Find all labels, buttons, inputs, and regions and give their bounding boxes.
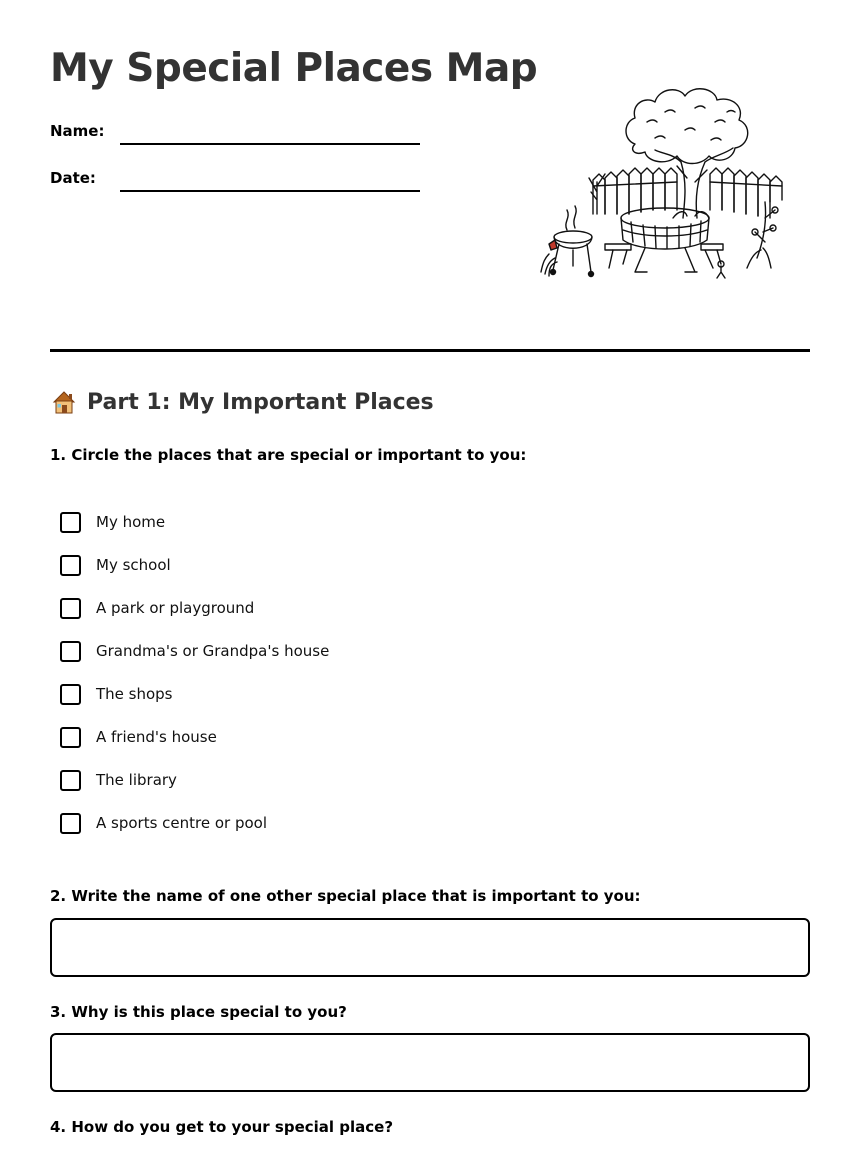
list-item	[60, 768, 560, 811]
section-divider	[50, 349, 810, 352]
checkbox[interactable]	[60, 813, 81, 834]
part1-heading-text: Part 1: My Important Places	[87, 389, 434, 415]
places-checklist	[60, 510, 560, 854]
picnic-table	[605, 208, 723, 272]
place-label: The library	[96, 771, 177, 789]
checkbox[interactable]	[60, 727, 81, 748]
checkbox[interactable]	[60, 512, 81, 533]
date-line[interactable]	[120, 190, 420, 192]
list-item	[60, 639, 560, 682]
checkbox[interactable]	[60, 598, 81, 619]
name-label: Name:	[50, 122, 105, 140]
page-title: My Special Places Map	[50, 46, 538, 91]
list-item	[60, 682, 560, 725]
tree	[626, 89, 748, 218]
grill	[549, 206, 594, 277]
list-item	[60, 553, 560, 596]
place-label: A park or playground	[96, 599, 255, 617]
checkbox[interactable]	[60, 684, 81, 705]
name-line[interactable]	[120, 143, 420, 145]
part1-heading	[50, 388, 434, 416]
list-item	[60, 510, 560, 553]
place-label: A sports centre or pool	[96, 814, 268, 832]
list-item	[60, 725, 560, 768]
list-item	[60, 596, 560, 639]
fence	[593, 168, 782, 218]
date-label: Date:	[50, 169, 96, 187]
checkbox[interactable]	[60, 555, 81, 576]
place-label: My home	[96, 513, 166, 531]
why-special-answer-box[interactable]	[50, 1033, 810, 1092]
list-item	[60, 811, 560, 854]
place-label: A friend's house	[96, 728, 217, 746]
checkbox[interactable]	[60, 641, 81, 662]
house-icon	[50, 388, 78, 416]
place-label: Grandma's or Grandpa's house	[96, 642, 330, 660]
place-label: My school	[96, 556, 171, 574]
other-place-answer-box[interactable]	[50, 918, 810, 977]
checkbox[interactable]	[60, 770, 81, 791]
backyard-picnic-illustration	[535, 82, 795, 287]
question-4: 4. How do you get to your special place?	[50, 1118, 394, 1136]
question-2: 2. Write the name of one other special place that is important to you:	[50, 887, 641, 905]
place-label: The shops	[96, 685, 173, 703]
question-3: 3. Why is this place special to you?	[50, 1003, 347, 1021]
question-1: 1. Circle the places that are special or important to you:	[50, 446, 527, 464]
